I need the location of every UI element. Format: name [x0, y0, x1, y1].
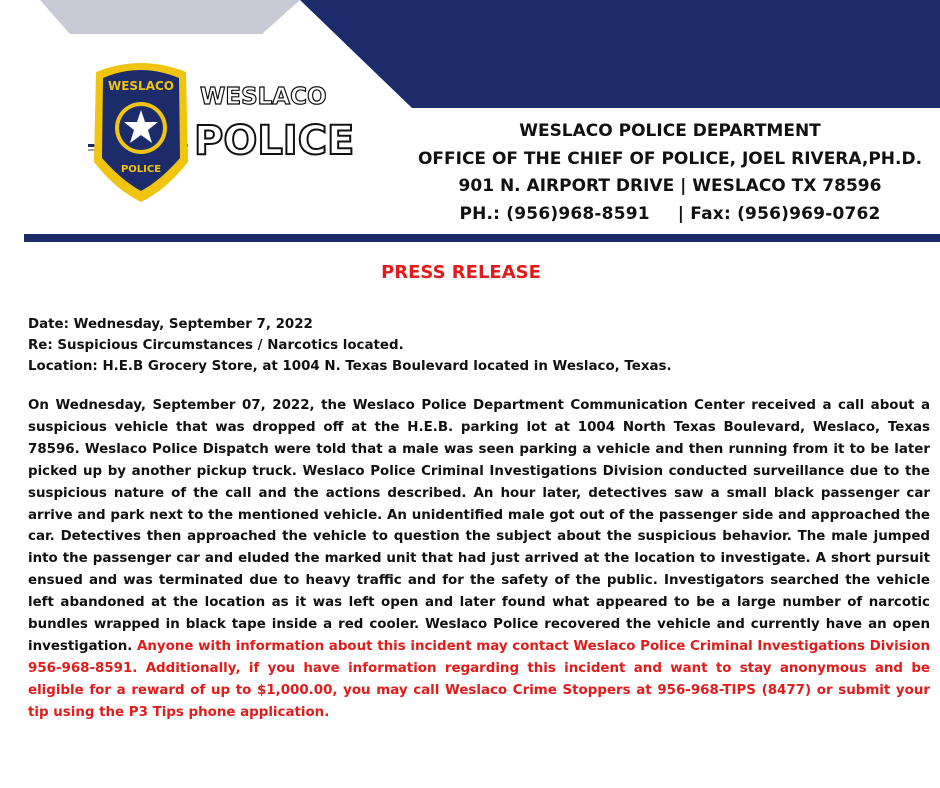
release-date: Date: Wednesday, September 7, 2022 — [28, 317, 313, 332]
press-release-title: PRESS RELEASE — [381, 262, 541, 283]
department-header — [400, 118, 940, 228]
department-name: WESLACO POLICE DEPARTMENT — [519, 121, 821, 141]
release-location: Location: H.E.B Grocery Store, at 1004 N. Texas Boulevard located in Weslaco, Texas. — [28, 359, 672, 374]
wordmark-police: POLICE — [194, 118, 355, 164]
badge-top-text: WESLACO — [107, 79, 175, 93]
release-subject: Re: Suspicious Circumstances / Narcotics located. — [28, 338, 404, 353]
body-narrative: On Wednesday, September 07, 2022, the Weslaco Police Department Communication Center received a call about a suspicious vehicle that was dropped off at the H.E.B. parking lot at 1004 North Texas Boulevard, Weslaco, Texas 78596. Weslaco Police Dispatch were told that a male was seen parking a vehicle and then running from it to be later picked up by another pickup truck. Weslaco Police Criminal Investigations Division conducted surveillance due to the suspicious nature of the call and the actions described. An hour later, detectives saw a small black passenger car arrive and park next to the mentioned vehicle. An unidentified male got out of the passenger side and approached the car. Detectives then approached the vehicle to question the subject about the suspicious behavior. The male jumped into the passenger car and eluded the marked unit that had just arrived at the location to investigate. A short pursuit ensued and was terminated due to heavy traffic and for the safety of the public. Investigators searched the vehicle left abandoned at the location as it was left open and later found what appeared to be a large number of narcotic bundles wrapped in black tape inside a red cooler. Weslaco Police recovered the vehicle and currently have an open investigation. — [28, 398, 930, 654]
phone-number: PH.: (956)968-8591 — [459, 203, 650, 224]
fax-number: | Fax: (956)969-0762 — [677, 203, 881, 224]
release-meta — [28, 314, 928, 377]
badge-bottom-text: POLICE — [120, 164, 162, 175]
wordmark-weslaco: WESLACO — [200, 84, 327, 110]
body-contact-notice: Anyone with information about this incident may contact Weslaco Police Criminal Investigations Division 956-968-8591. Additionally, if you have information regarding this incident and want to stay anonymous and be eligible for a reward of up to $1,000.00, you may call Weslaco Crime Stoppers at 956-968-TIPS (8477) or submit your tip using the P3 Tips phone application. — [28, 638, 930, 720]
contact-line — [400, 201, 940, 229]
address: 901 N. AIRPORT DRIVE | WESLACO TX 78596 — [458, 176, 882, 196]
weslaco-police-logo — [88, 52, 358, 202]
chief-office: OFFICE OF THE CHIEF OF POLICE, JOEL RIVERA,PH.D. — [417, 148, 923, 169]
release-body — [28, 395, 930, 724]
header-divider — [24, 234, 940, 242]
